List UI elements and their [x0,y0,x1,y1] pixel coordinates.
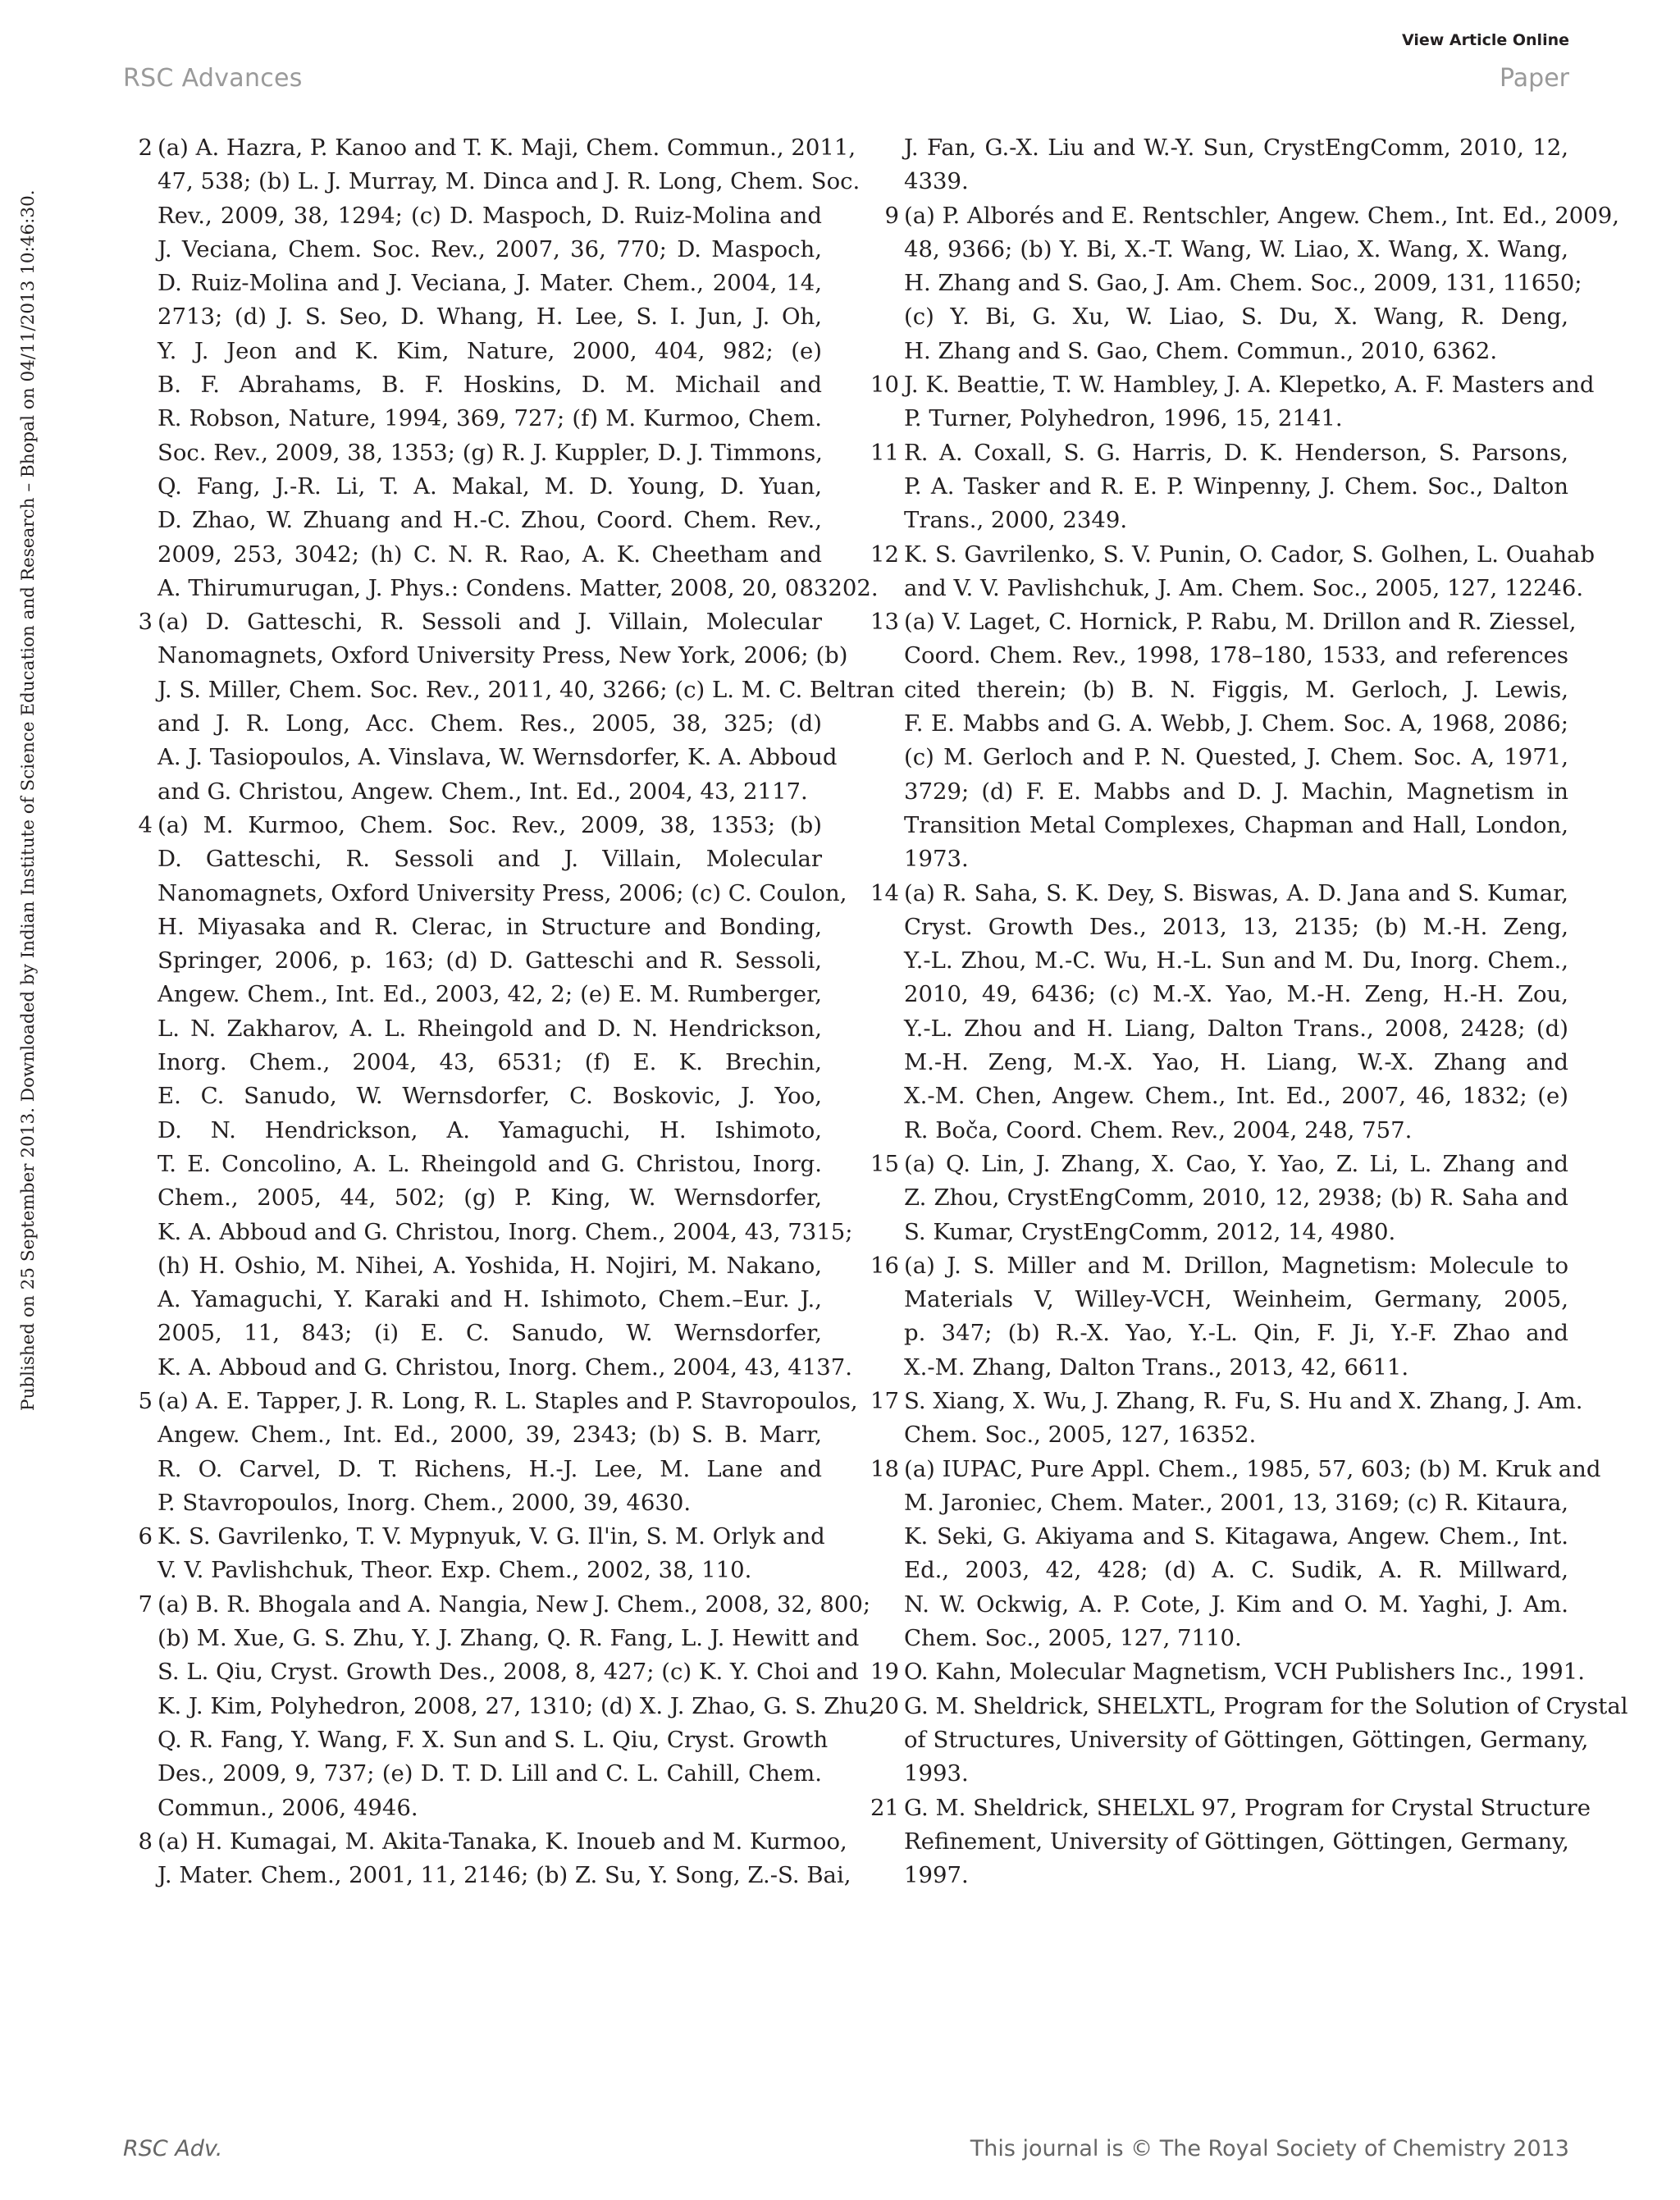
reference-line: Nanomagnets, Oxford University Press, New York, 2006; (b) [158,642,848,669]
reference-line: (a) A. E. Tapper, J. R. Long, R. L. Staples and P. Stavropoulos, [158,1387,858,1414]
reference-number: 2 [138,135,153,161]
reference-line: K. A. Abboud and G. Christou, Inorg. Chem., 2004, 43, 7315; [158,1218,853,1245]
reference-line: R. O. Carvel, D. T. Richens, H.-J. Lee, M. Lane and [158,1455,822,1482]
reference-item [131,131,879,605]
reference-item [870,605,1577,876]
reference-line: Ed., 2003, 42, 428; (d) A. C. Sudik, A. R. Millward, [904,1557,1568,1584]
reference-line: A. Yamaguchi, Y. Karaki and H. Ishimoto, Chem.–Eur. J., [158,1286,822,1313]
view-article-online-link[interactable]: View Article Online [1402,31,1569,49]
reference-number: 9 [884,202,899,229]
reference-line: K. Seki, G. Akiyama and S. Kitagawa, Angew. Chem., Int. [904,1523,1568,1550]
reference-number: 4 [138,811,153,838]
reference-line: Angew. Chem., Int. Ed., 2000, 39, 2343; (b) S. B. Marr, [158,1422,822,1449]
reference-line: 4339. [904,168,969,195]
reference-number: 3 [138,609,153,636]
reference-line: p. 347; (b) R.-X. Yao, Y.-L. Qin, F. Ji, Y.-F. Zhao and [904,1320,1568,1347]
reference-line: H. Miyasaka and R. Clerac, in Structure and Bonding, [158,913,822,940]
reference-line: D. Gatteschi, R. Sessoli and J. Villain, Molecular [158,846,822,873]
reference-line: (a) M. Kurmoo, Chem. Soc. Rev., 2009, 38, 1353; (b) [158,811,822,838]
reference-number: 20 [870,1692,899,1719]
reference-line: Refinement, University of Göttingen, Göttingen, Germany, [904,1828,1569,1855]
reference-line: K. J. Kim, Polyhedron, 2008, 27, 1310; (d) X. J. Zhao, G. S. Zhu, [158,1692,876,1719]
reference-line: (h) H. Oshio, M. Nihei, A. Yoshida, H. Nojiri, M. Nakano, [158,1252,822,1279]
reference-line: cited therein; (b) B. N. Figgis, M. Gerloch, J. Lewis, [904,676,1568,703]
reference-item [131,1385,858,1520]
reference-item [131,1588,876,1825]
reference-line: (a) A. Hazra, P. Kanoo and T. K. Maji, Chem. Commun., 2011, [158,135,856,161]
reference-line: (a) B. R. Bhogala and A. Nangia, New J. Chem., 2008, 32, 800; [158,1591,871,1618]
reference-item [870,436,1568,538]
reference-item [878,131,1568,199]
reference-line: L. N. Zakharov, A. L. Rheingold and D. N. Hendrickson, [158,1015,822,1042]
reference-line: A. Thirumurugan, J. Phys.: Condens. Matter, 2008, 20, 083202. [158,574,879,601]
reference-line: H. Zhang and S. Gao, J. Am. Chem. Soc., 2009, 131, 11650; [904,270,1582,297]
references-right-column [870,131,1628,1892]
reference-line: X.-M. Zhang, Dalton Trans., 2013, 42, 6611. [904,1353,1409,1381]
publication-side-note: Published on 25 September 2013. Downloaded by Indian Institute of Science Education and Research – Bhopal on 04/11/2013 10:46:30. [18,189,39,1411]
reference-line: Springer, 2006, p. 163; (d) D. Gatteschi and R. Sessoli, [158,947,822,974]
section-label: Paper [1500,64,1569,93]
reference-line: P. A. Tasker and R. E. P. Winpenny, J. Chem. Soc., Dalton [904,472,1568,500]
reference-line: (a) D. Gatteschi, R. Sessoli and J. Villain, Molecular [158,609,822,636]
reference-number: 14 [870,879,899,906]
reference-number: 6 [138,1523,153,1550]
reference-number: 17 [870,1387,899,1414]
reference-line: K. S. Gavrilenko, S. V. Punin, O. Cador, S. Golhen, L. Ouahab [904,541,1596,568]
reference-line: Des., 2009, 9, 737; (e) D. T. D. Lill and C. L. Cahill, Chem. [158,1760,822,1787]
reference-line: M.-H. Zeng, M.-X. Yao, H. Liang, W.-X. Zhang and [904,1049,1568,1076]
footer-journal-abbrev: RSC Adv. [123,2136,223,2161]
reference-line: O. Kahn, Molecular Magnetism, VCH Publishers Inc., 1991. [904,1659,1585,1686]
reference-item [870,1385,1583,1453]
reference-line: of Structures, University of Göttingen, Göttingen, Germany, [904,1726,1589,1753]
reference-line: Angew. Chem., Int. Ed., 2003, 42, 2; (e) E. M. Rumberger, [158,981,822,1008]
reference-line: 1993. [904,1760,969,1787]
reference-line: D. N. Hendrickson, A. Yamaguchi, H. Ishimoto, [158,1116,822,1143]
reference-item [870,538,1596,606]
reference-line: 2005, 11, 843; (i) E. C. Sanudo, W. Wernsdorfer, [158,1320,822,1347]
reference-line: Y.-L. Zhou and H. Liang, Dalton Trans., 2008, 2428; (d) [904,1015,1568,1042]
reference-item [870,877,1568,1148]
reference-line: Chem. Soc., 2005, 127, 7110. [904,1625,1242,1652]
reference-line: (a) V. Laget, C. Hornick, P. Rabu, M. Drillon and R. Ziessel, [904,609,1577,636]
reference-line: B. F. Abrahams, B. F. Hoskins, D. M. Michail and [158,372,822,399]
reference-line: J. Fan, G.-X. Liu and W.-Y. Sun, CrystEngComm, 2010, 12, [904,135,1568,161]
reference-line: Y.-L. Zhou, M.-C. Wu, H.-L. Sun and M. Du, Inorg. Chem., [904,947,1568,974]
reference-line: Coord. Chem. Rev., 1998, 178–180, 1533, and references [904,642,1568,669]
reference-line: D. Zhao, W. Zhuang and H.-C. Zhou, Coord. Chem. Rev., [158,507,822,534]
reference-line: S. Xiang, X. Wu, J. Zhang, R. Fu, S. Hu and X. Zhang, J. Am. [904,1387,1583,1414]
reference-line: R. A. Coxall, S. G. Harris, D. K. Henderson, S. Parsons, [904,439,1568,466]
reference-line: 2713; (d) J. S. Seo, D. Whang, H. Lee, S. I. Jun, J. Oh, [158,304,822,331]
reference-number: 19 [870,1659,899,1686]
reference-item [870,1148,1568,1249]
reference-line: Rev., 2009, 38, 1294; (c) D. Maspoch, D. Ruiz-Molina and [158,202,822,229]
reference-line: Chem. Soc., 2005, 127, 16352. [904,1422,1257,1449]
reference-line: and V. V. Pavlishchuk, J. Am. Chem. Soc., 2005, 127, 12246. [904,574,1584,601]
reference-line: (b) M. Xue, G. S. Zhu, Y. J. Zhang, Q. R. Fang, L. J. Hewitt and [158,1625,860,1652]
reference-line: 1997. [904,1862,969,1889]
reference-number: 13 [870,609,899,636]
reference-line: Cryst. Growth Des., 2013, 13, 2135; (b) M.-H. Zeng, [904,913,1568,940]
reference-item [131,809,853,1385]
reference-line: Chem., 2005, 44, 502; (g) P. King, W. Wernsdorfer, [158,1184,822,1212]
reference-line: Commun., 2006, 4946. [158,1794,418,1821]
reference-number: 10 [870,372,899,399]
reference-line: J. S. Miller, Chem. Soc. Rev., 2011, 40, 3266; (c) L. M. C. Beltran [158,676,895,703]
reference-line: D. Ruiz-Molina and J. Veciana, J. Mater. Chem., 2004, 14, [158,270,822,297]
reference-line: Inorg. Chem., 2004, 43, 6531; (f) E. K. Brechin, [158,1049,822,1076]
reference-line: (a) J. S. Miller and M. Drillon, Magnetism: Molecule to [904,1252,1568,1279]
footer-copyright: This journal is © The Royal Society of Chemistry 2013 [970,2136,1569,2161]
reference-line: P. Turner, Polyhedron, 1996, 15, 2141. [904,405,1343,432]
reference-line: V. V. Pavlishchuk, Theor. Exp. Chem., 2002, 38, 110. [158,1557,752,1584]
reference-line: 2009, 253, 3042; (h) C. N. R. Rao, A. K. Cheetham and [158,541,822,568]
reference-item [870,1249,1568,1385]
journal-header: RSC Advances [123,64,303,93]
reference-line: Materials V, Willey-VCH, Weinheim, Germany, 2005, [904,1286,1568,1313]
reference-line: Z. Zhou, CrystEngComm, 2010, 12, 2938; (b) R. Saha and [904,1184,1568,1212]
reference-line: Q. R. Fang, Y. Wang, F. X. Sun and S. L. Qiu, Cryst. Growth [158,1726,829,1753]
reference-number: 5 [138,1387,153,1414]
reference-line: R. Robson, Nature, 1994, 369, 727; (f) M. Kurmoo, Chem. [158,405,822,432]
reference-line: Trans., 2000, 2349. [904,507,1128,534]
reference-line: F. E. Mabbs and G. A. Webb, J. Chem. Soc. A, 1968, 2086; [904,710,1568,737]
reference-line: 1973. [904,846,969,873]
reference-line: P. Stavropoulos, Inorg. Chem., 2000, 39, 4630. [158,1489,692,1516]
reference-line: K. A. Abboud and G. Christou, Inorg. Chem., 2004, 43, 4137. [158,1353,852,1381]
reference-number: 8 [138,1828,153,1855]
reference-line: J. Mater. Chem., 2001, 11, 2146; (b) Z. Su, Y. Song, Z.-S. Bai, [158,1862,851,1889]
reference-line: S. L. Qiu, Cryst. Growth Des., 2008, 8, 427; (c) K. Y. Choi and [158,1659,859,1686]
reference-line: (a) P. Alborés and E. Rentschler, Angew. Chem., Int. Ed., 2009, [904,202,1620,229]
reference-line: (c) M. Gerloch and P. N. Quested, J. Chem. Soc. A, 1971, [904,744,1568,771]
reference-line: (c) Y. Bi, G. Xu, W. Liao, S. Du, X. Wang, R. Deng, [904,304,1568,331]
reference-line: (a) H. Kumagai, M. Akita-Tanaka, K. Inoueb and M. Kurmoo, [158,1828,847,1855]
reference-line: 2010, 49, 6436; (c) M.-X. Yao, M.-H. Zeng, H.-H. Zou, [904,981,1568,1008]
reference-number: 15 [870,1150,899,1177]
reference-line: Soc. Rev., 2009, 38, 1353; (g) R. J. Kuppler, D. J. Timmons, [158,439,823,466]
reference-line: R. Boča, Coord. Chem. Rev., 2004, 248, 757. [904,1116,1413,1143]
reference-line: 47, 538; (b) L. J. Murray, M. Dinca and J. R. Long, Chem. Soc. [158,168,861,195]
reference-line: G. M. Sheldrick, SHELXL 97, Program for Crystal Structure [904,1794,1591,1821]
reference-number: 7 [138,1591,153,1618]
reference-line: K. S. Gavrilenko, T. V. Mypnyuk, V. G. Il'in, S. M. Orlyk and [158,1523,825,1550]
reference-item [870,368,1595,436]
reference-line: 48, 9366; (b) Y. Bi, X.-T. Wang, W. Liao, X. Wang, X. Wang, [904,235,1568,262]
reference-item [870,1690,1628,1791]
reference-line: J. Veciana, Chem. Soc. Rev., 2007, 36, 770; D. Maspoch, [158,235,822,262]
reference-line: E. C. Sanudo, W. Wernsdorfer, C. Boskovic, J. Yoo, [158,1083,822,1110]
reference-number: 21 [870,1794,899,1821]
reference-line: M. Jaroniec, Chem. Mater., 2001, 13, 3169; (c) R. Kitaura, [904,1489,1568,1516]
reference-line: Y. J. Jeon and K. Kim, Nature, 2000, 404, 982; (e) [158,337,822,364]
reference-item [870,1655,1585,1689]
reference-line: N. W. Ockwig, A. P. Cote, J. Kim and O. M. Yaghi, J. Am. [904,1591,1568,1618]
reference-line: (a) R. Saha, S. K. Dey, S. Biswas, A. D. Jana and S. Kumar, [904,879,1568,906]
reference-line: J. K. Beattie, T. W. Hambley, J. A. Klepetko, A. F. Masters and [904,372,1595,399]
reference-item [870,1791,1591,1893]
reference-item [870,1453,1601,1656]
reference-line: S. Kumar, CrystEngComm, 2012, 14, 4980. [904,1218,1396,1245]
reference-line: Q. Fang, J.-R. Li, T. A. Makal, M. D. Young, D. Yuan, [158,472,822,500]
reference-number: 12 [870,541,899,568]
reference-line: A. J. Tasiopoulos, A. Vinslava, W. Wernsdorfer, K. A. Abboud [158,744,838,771]
reference-line: and J. R. Long, Acc. Chem. Res., 2005, 38, 325; (d) [158,710,822,737]
reference-line: Nanomagnets, Oxford University Press, 2006; (c) C. Coulon, [158,879,847,906]
references-left-column [131,131,895,1892]
reference-item [131,1520,825,1588]
reference-line: and G. Christou, Angew. Chem., Int. Ed., 2004, 43, 2117. [158,778,808,805]
reference-item [878,199,1620,368]
reference-number: 16 [870,1252,899,1279]
reference-number: 18 [870,1455,899,1482]
reference-item [131,1825,851,1893]
reference-line: G. M. Sheldrick, SHELXTL, Program for the Solution of Crystal [904,1692,1628,1719]
reference-line: 3729; (d) F. E. Mabbs and D. J. Machin, Magnetism in [904,778,1568,805]
reference-line: X.-M. Chen, Angew. Chem., Int. Ed., 2007, 46, 1832; (e) [904,1083,1568,1110]
reference-line: (a) IUPAC, Pure Appl. Chem., 1985, 57, 603; (b) M. Kruk and [904,1455,1601,1482]
reference-line: (a) Q. Lin, J. Zhang, X. Cao, Y. Yao, Z. Li, L. Zhang and [904,1150,1568,1177]
reference-line: H. Zhang and S. Gao, Chem. Commun., 2010, 6362. [904,337,1498,364]
reference-line: T. E. Concolino, A. L. Rheingold and G. Christou, Inorg. [158,1150,822,1177]
reference-number: 11 [870,439,899,466]
reference-line: Transition Metal Complexes, Chapman and Hall, London, [904,811,1568,838]
